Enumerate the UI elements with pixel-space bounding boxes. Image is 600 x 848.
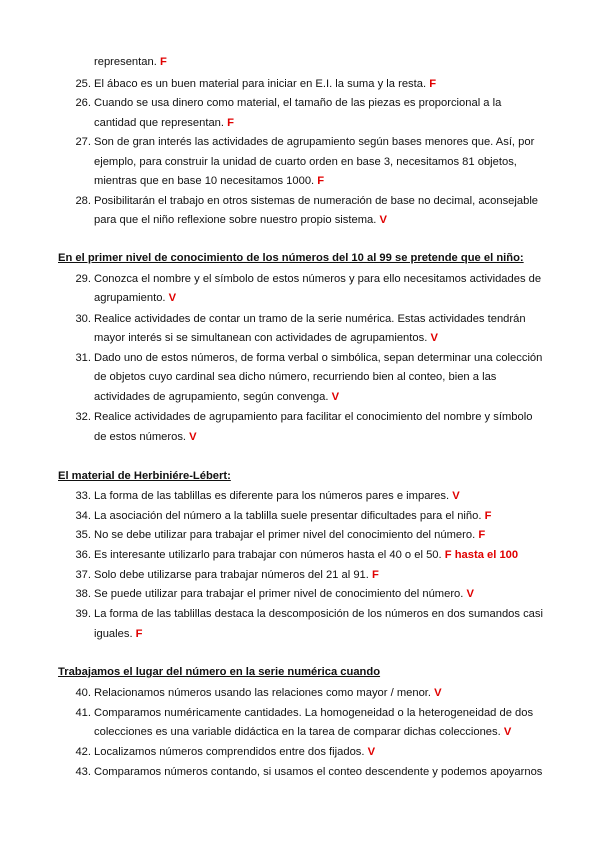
question-text: La forma de las tablillas es diferente para los números pares e impares.	[94, 490, 450, 502]
question-number: 27.	[75, 136, 91, 148]
question-number: 33.	[75, 490, 91, 502]
question-text: iguales.	[94, 628, 133, 640]
question-number: 40.	[75, 687, 91, 699]
answer-mark: V	[168, 292, 177, 304]
answer-mark: F	[317, 175, 325, 187]
answer-mark: V	[430, 332, 438, 344]
answer-mark: F	[429, 78, 437, 90]
question-number: 34.	[75, 510, 91, 522]
question-number: 42.	[75, 746, 91, 758]
section-heading: En el primer nivel de conocimiento de los números del 10 al 99 se pretende que el niño:	[58, 252, 524, 264]
question-number: 39.	[75, 608, 91, 620]
answer-mark: F	[135, 628, 143, 640]
question-number: 29.	[75, 273, 91, 285]
answer-mark: V	[434, 687, 442, 699]
question-number: 30.	[75, 313, 91, 325]
continuation-text: representan.	[94, 56, 157, 68]
question-text: de estos números.	[94, 431, 187, 443]
question-number: 31.	[75, 352, 91, 364]
question-text: colecciones es una variable didáctica en la tarea de comparar dichas colecciones.	[94, 726, 501, 738]
answer-mark: F	[159, 56, 167, 68]
question-number: 28.	[75, 195, 91, 207]
answer-mark: V	[466, 588, 474, 600]
question-number: 37.	[75, 569, 91, 581]
answer-mark: V	[331, 391, 340, 403]
question-number: 38.	[75, 588, 91, 600]
answer-mark: F hasta el 100	[444, 549, 519, 561]
answer-mark: V	[367, 746, 376, 758]
question-text: Es interesante utilizarlo para trabajar con números hasta el 40 o el 50.	[94, 549, 442, 561]
answer-mark: V	[189, 431, 197, 443]
answer-mark: V	[379, 214, 387, 226]
question-text: Localizamos números comprendidos entre dos fijados.	[94, 746, 365, 758]
question-text: actividades de agrupamiento, según convenga.	[94, 391, 329, 403]
question-number: 35.	[75, 529, 91, 541]
question-text: cantidad que representan.	[94, 117, 224, 129]
answer-mark: F	[227, 117, 234, 129]
question-text: para que el niño reflexione sobre nuestro propio sistema.	[94, 214, 377, 226]
question-text: Se puede utilizar para trabajar el primer nivel de conocimiento del número.	[94, 588, 464, 600]
question-text: mayor interés si se simultanean con actividades de agrupamientos.	[94, 332, 428, 344]
answer-mark: F	[484, 510, 492, 522]
answer-mark: F	[372, 569, 379, 581]
section-heading: Trabajamos el lugar del número en la serie numérica cuando	[58, 666, 381, 678]
question-number: 26.	[75, 97, 91, 109]
question-text: No se debe utilizar para trabajar el primer nivel del conocimiento del número.	[94, 529, 476, 541]
question-text: Solo debe utilizarse para trabajar números del 21 al 91.	[94, 569, 369, 581]
answer-mark: V	[503, 726, 512, 738]
question-number: 32.	[75, 411, 91, 423]
question-text: El ábaco es un buen material para iniciar en E.I. la suma y la resta.	[94, 78, 427, 90]
question-number: 41.	[75, 707, 91, 719]
answer-mark: V	[452, 490, 460, 502]
question-number: 25.	[75, 78, 91, 90]
question-text: La asociación del número a la tablilla suele presentar dificultades para el niño.	[94, 510, 482, 522]
section-heading: El material de Herbiniére-Lébert:	[58, 470, 231, 482]
question-text: agrupamiento.	[94, 292, 166, 304]
document-page: representan. F 25. El ábaco es un buen material para iniciar en E.I. la suma y la resta. F 26. Cuando se usa dinero como material, el tamaño de las piezas es proporcional a la cantidad que representan. F 27. Son de gran interés las actividades de agrupamiento según bases menores que. Así, por ejemplo, para construir la unidad de cuarto orden en base 3, necesitamos 81 objetos, mientras que en base 10 necesitamos 1000. F 28. Posibilitarán el trabajo en otros sistemas de numeración de base no decimal, aconsejable para que el niño reflexione sobre nuestro propio sistema. V En el primer nivel de conocimiento de los números del 10 al 99 se pretende que el niño: 29. Conozca el nombre y el símbolo de estos números y para ello necesitamos actividades de agrupamiento. V 30. Realice actividades de contar un tramo de la serie numérica. Estas actividades tendrán mayor interés si se simultanean con actividades de agrupamientos. V 31. Dado uno de estos números, de forma verbal o simbólica, sepan determinar una colección de objetos cuyo cardinal sea dicho número, recurriendo bien al conteo, bien a las actividades de agrupamiento, según convenga. V 32. Realice actividades de agrupamiento para facilitar el conocimiento del nombre y símbolo de estos números. V El material de Herbiniére-Lébert: 33. La forma de las tablillas es diferente para los números pares e impares. V 34. La asociación del número a la tablilla suele presentar dificultades para el niño. F 35. No se debe utilizar para trabajar el primer nivel del conocimiento del número. F 36. Es interesante utilizarlo para trabajar con números hasta el 40 o el 50. F hasta el 100 37. Solo debe utilizarse para trabajar números del 21 al 91. F 38. Se puede utilizar para trabajar el primer nivel de conocimiento del número. V 39. La forma de las tablillas destaca la descomposición de los números en dos sumandos casi iguales. F Trabajamos el lugar del número en la serie numérica cuando 40. Relacionamos números usando las relaciones como mayor / menor. V 41. Comparamos numéricamente cantidades. La homogeneidad o la heterogeneidad de dos colecciones es una variable didáctica en la tarea de comparar dichas colecciones. V 42. Localizamos números comprendidos entre dos fijados. V 43. Comparamos números contando, si usamos el conteo descendente y podemos apoyarnos	[58, 56, 543, 778]
question-text: mientras que en base 10 necesitamos 1000.	[94, 175, 315, 187]
question-number: 43.	[75, 766, 91, 778]
question-number: 36.	[75, 549, 91, 561]
question-text: Relacionamos números usando las relaciones como mayor / menor.	[94, 687, 432, 699]
answer-mark: F	[478, 529, 486, 541]
